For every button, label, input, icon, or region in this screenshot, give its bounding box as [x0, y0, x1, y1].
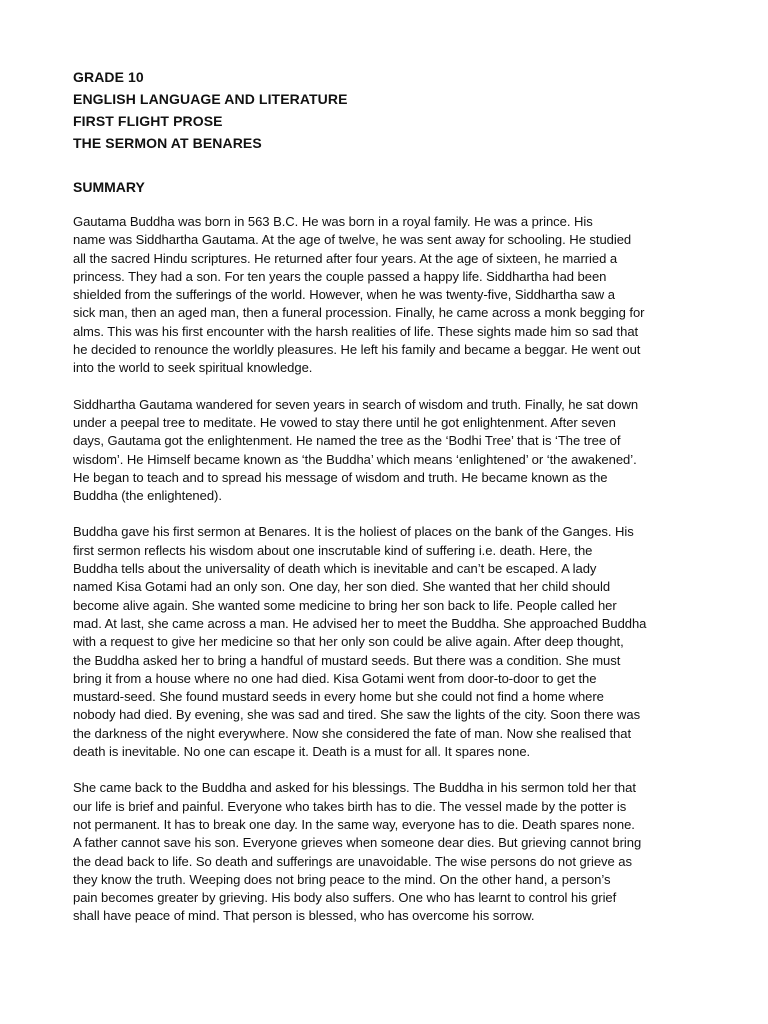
- paragraph-line: wisdom’. He Himself became known as ‘the Buddha’ which means ‘enlightened’ or ‘the awakened’.: [73, 451, 637, 467]
- paragraph-line: Buddha (the enlightened).: [73, 488, 222, 504]
- paragraph-line: the Buddha asked her to bring a handful of mustard seeds. But there was a condition. She must: [73, 652, 621, 668]
- paragraph-line: nobody had died. By evening, she was sad and tired. She saw the lights of the city. Soon there was: [73, 707, 641, 723]
- subject-heading: ENGLISH LANGUAGE AND LITERATURE: [73, 91, 348, 107]
- paragraph-line: alms. This was his first encounter with the harsh realities of life. These sights made him so sad that: [73, 323, 639, 339]
- book-heading: FIRST FLIGHT PROSE: [73, 113, 223, 129]
- paragraph-line: death is inevitable. No one can escape it. Death is a must for all. It spares none.: [73, 744, 531, 760]
- paragraph-line: mad. At last, she came across a man. He advised her to meet the Buddha. She approached Buddha: [73, 615, 647, 631]
- paragraph-line: A father cannot save his son. Everyone grieves when someone dear dies. But grieving cannot bring: [73, 835, 642, 851]
- paragraph-line: our life is brief and painful. Everyone who takes birth has to die. The vessel made by the potter is: [73, 798, 627, 814]
- paragraph-line: Buddha gave his first sermon at Benares. It is the holiest of places on the bank of the Ganges. His: [73, 524, 634, 540]
- paragraph-line: not permanent. It has to break one day. In the same way, everyone has to die. Death spares none.: [73, 816, 635, 832]
- paragraph-line: sick man, then an aged man, then a funeral procession. Finally, he came across a monk begging for: [73, 305, 645, 321]
- paragraph-line: the darkness of the night everywhere. Now she considered the fate of man. Now she realised that: [73, 725, 632, 741]
- paragraph-line: bring it from a house where no one had died. Kisa Gotami went from door-to-door to get the: [73, 670, 597, 686]
- document-header: [73, 66, 698, 154]
- paragraph-line: Siddhartha Gautama wandered for seven years in search of wisdom and truth. Finally, he sat down: [73, 396, 639, 412]
- paragraph-line: named Kisa Gotami had an only son. One day, her son died. She wanted that her child should: [73, 579, 611, 595]
- paragraph-line: the dead back to life. So death and sufferings are unavoidable. The wise persons do not grieve as: [73, 853, 632, 869]
- paragraph-line: become alive again. She wanted some medicine to bring her son back to life. People called her: [73, 597, 617, 613]
- paragraph-line: He began to teach and to spread his message of wisdom and truth. He became known as the: [73, 469, 608, 485]
- paragraph-line: he decided to renounce the worldly pleasures. He left his family and became a beggar. He went out: [73, 342, 641, 358]
- paragraph-line: name was Siddhartha Gautama. At the age of twelve, he was sent away for schooling. He studied: [73, 232, 632, 248]
- grade-heading: GRADE 10: [73, 69, 144, 85]
- summary-paragraph: [73, 396, 698, 506]
- paragraph-line: all the sacred Hindu scriptures. He returned after four years. At the age of sixteen, he married a: [73, 250, 618, 266]
- paragraph-line: into the world to seek spiritual knowledge.: [73, 360, 313, 376]
- summary-heading: SUMMARY: [73, 179, 145, 195]
- paragraph-line: days, Gautama got the enlightenment. He named the tree as the ‘Bodhi Tree’ that is ‘The tree of: [73, 433, 621, 449]
- chapter-title: THE SERMON AT BENARES: [73, 135, 262, 151]
- paragraph-line: mustard-seed. She found mustard seeds in every home but she could not find a home where: [73, 689, 604, 705]
- document-page: [73, 66, 698, 944]
- paragraph-line: Gautama Buddha was born in 563 B.C. He was born in a royal family. He was a prince. His: [73, 214, 593, 229]
- paragraph-line: shall have peace of mind. That person is blessed, who has overcome his sorrow.: [73, 908, 535, 924]
- paragraph-line: pain becomes greater by grieving. His body also suffers. One who has learnt to control his grief: [73, 890, 617, 906]
- summary-paragraph: [73, 779, 698, 925]
- paragraph-line: under a peepal tree to meditate. He vowed to stay there until he got enlightenment. After seven: [73, 414, 616, 430]
- paragraph-line: princess. They had a son. For ten years the couple passed a happy life. Siddhartha had been: [73, 268, 607, 284]
- summary-body: [73, 213, 698, 926]
- paragraph-line: shielded from the sufferings of the world. However, when he was twenty-five, Siddhartha saw a: [73, 287, 615, 303]
- paragraph-line: first sermon reflects his wisdom about one inscrutable kind of suffering i.e. death. Here, the: [73, 542, 593, 558]
- paragraph-line: She came back to the Buddha and asked for his blessings. The Buddha in his sermon told her that: [73, 780, 636, 796]
- summary-paragraph: [73, 523, 698, 761]
- paragraph-line: they know the truth. Weeping does not bring peace to the mind. On the other hand, a person’s: [73, 871, 611, 887]
- summary-paragraph: [73, 213, 698, 378]
- paragraph-line: with a request to give her medicine so that her only son could be alive again. After deep thought,: [73, 634, 624, 650]
- paragraph-line: Buddha tells about the universality of death which is inevitable and can’t be escaped. A lady: [73, 561, 597, 577]
